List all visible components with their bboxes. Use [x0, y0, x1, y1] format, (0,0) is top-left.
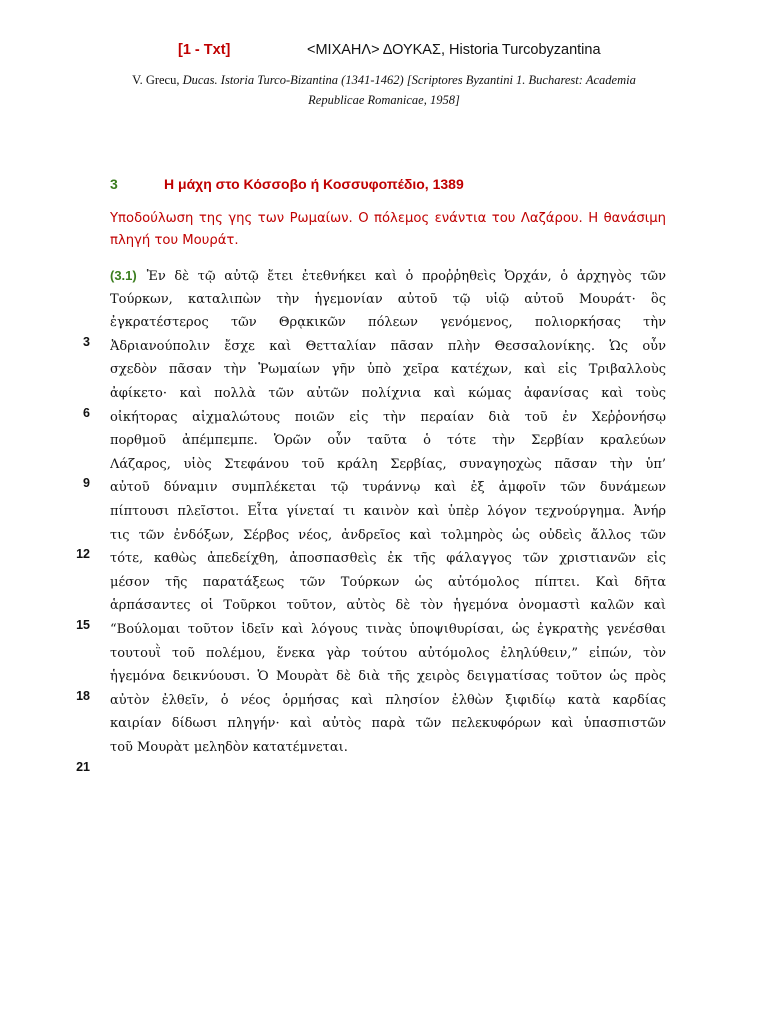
section-title: Η μάχη στο Κόσσοβο ή Κοσσυφοπέδιο, 1389 — [164, 176, 464, 192]
line-number: 3 — [83, 334, 90, 349]
text-line-content: τότε, καθὼς ἀπεδείχθη, ἀποσπασθεὶς ἐκ τῆς φάλαγγος τῶν χριστιανῶν εἰς — [110, 551, 666, 567]
section-subtitle: Υποδούλωση της γης των Ρωμαίων. Ο πόλεμος ενάντια του Λαζάρου. Η θανάσιμη πληγή του Μουράτ. — [110, 211, 666, 248]
section-heading — [110, 176, 670, 192]
text-line — [110, 264, 666, 288]
text-line — [110, 689, 666, 713]
text-line-content: πορθμοῦ ἀπέμπεμπε. Ὁρῶν οὖν ταῦτα ὁ τότε τὴν Σερβίαν κραλεύων — [110, 433, 666, 449]
citation-series: [Scriptores Byzantini 1. Bucharest: Academia Republicae Romanicae, 1958] — [308, 73, 636, 107]
text-line — [110, 642, 666, 666]
text-line — [110, 429, 666, 453]
greek-text-body — [110, 264, 666, 759]
text-line — [110, 712, 666, 736]
work-title: <ΜΙΧΑΗΛ> ΔΟΥΚΑΣ, Historia Turcobyzantina — [307, 42, 601, 58]
text-line — [110, 524, 666, 548]
text-line — [110, 288, 666, 312]
text-line — [110, 406, 666, 430]
text-line — [110, 311, 666, 335]
text-line-content: Λάζαρος, υἱὸς Στεφάνου τοῦ κράλη Σερβίας, συναγηοχὼς πᾶσαν τὴν ὑπ’ — [110, 456, 666, 472]
text-line-content: τοῦ Μουρὰτ μεληδὸν κατατέμνεται. — [110, 739, 348, 755]
line-number: 18 — [76, 688, 90, 703]
text-line-content: Ἀδριανούπολιν ἔσχε καὶ Θετταλίαν πᾶσαν πλὴν Θεσσαλονίκης. Ὡς οὖν — [110, 338, 666, 354]
text-line-content: καιρίαν δίδωσι πληγήν· καὶ αὐτὸς παρὰ τῶν πελεκυφόρων καὶ ὑπασπιστῶν — [110, 716, 666, 732]
line-number: 21 — [76, 759, 90, 774]
text-line-content: αὐτοῦ δύναμιν συμπλέκεται τῷ τυράννῳ καὶ ἐξ ἀμφοῖν τῶν δυνάμεων — [110, 480, 666, 496]
citation-work: Ducas. Istoria Turco-Bizantina (1341-1462) — [182, 73, 404, 87]
line-number: 9 — [83, 476, 90, 491]
text-line-content: ἐγκρατέστερος τῶν Θρᾳκικῶν πόλεων γενόμενος, πολιορκήσας τὴν — [110, 315, 666, 331]
text-line — [110, 500, 666, 524]
text-line-content: ἀφίκετο· καὶ πολλὰ τῶν αὐτῶν πολίχνια καὶ κώμας ἀφανίσας καὶ τοὺς — [110, 385, 666, 401]
text-line-content: σχεδὸν πᾶσαν τὴν Ῥωμαίων γῆν ὑπὸ χεῖρα κατέχων, καὶ εἰς Τριβαλλοὺς — [110, 362, 666, 378]
text-line — [110, 358, 666, 382]
section-number: 3 — [110, 176, 118, 192]
paragraph-reference: (3.1) — [110, 268, 137, 283]
line-number: 6 — [83, 405, 90, 420]
text-line — [110, 335, 666, 359]
text-line — [110, 547, 666, 571]
text-line-content: “Βούλομαι τοῦτον ἰδεῖν καὶ λόγους τινὰς ὑποψιθυρίσαι, ὡς ἐγκρατὴς γενέσθαι — [110, 621, 666, 637]
line-number: 12 — [76, 547, 90, 562]
text-tag: [1 - Txt] — [178, 42, 231, 58]
text-line-content: τις τῶν ἐνδόξων, Σέρβος νέος, ἀνδρεῖος καὶ τολμηρὸς ὡς οὐδεὶς ἄλλος τῶν — [110, 527, 666, 543]
citation-author: V. Grecu, — [132, 73, 180, 87]
text-line — [110, 476, 666, 500]
text-line-content: πίπτουσι πλεῖστοι. Εἶτα γίνεταί τι καινὸν καὶ ὑπὲρ λόγον τεχνούργημα. Ἀνήρ — [110, 503, 666, 519]
text-line-content: τουτουῒ τοῦ πολέμου, ἕνεκα γὰρ τούτου αὐτόμολος ἐληλύθειν,” εἰπών, τὸν — [110, 645, 666, 661]
text-line-content: ἁρπάσαντες οἱ Τοῦρκοι τοῦτον, αὐτὸς δὲ τὸν ἡγεμόνα ὀνομαστὶ καλῶν καὶ — [110, 598, 666, 614]
text-line — [110, 382, 666, 406]
text-line-content: Ἐν δὲ τῷ αὐτῷ ἔτει ἐτεθνήκει καὶ ὁ προῤῥηθεὶς Ὀρχάν, ὁ ἀρχηγὸς τῶν — [146, 269, 666, 284]
text-line — [110, 665, 666, 689]
text-line-content: οἰκήτορας αἰχμαλώτους ποιῶν εἰς τὴν περαίαν διὰ τοῦ ἐν Χεῤῥονήσῳ — [110, 409, 666, 425]
text-line-content: Τούρκων, καταλιπὼν τὴν ἡγεμονίαν αὐτοῦ τῷ υἱῷ αὐτοῦ Μουράτ· ὃς — [110, 291, 666, 307]
text-line — [110, 594, 666, 618]
text-line — [110, 453, 666, 477]
edition-citation — [110, 70, 658, 110]
line-number: 15 — [76, 618, 90, 632]
text-line — [110, 618, 666, 642]
text-line — [110, 571, 666, 595]
text-line-content: ἡγεμόνα δεικνύουσι. Ὁ Μουρὰτ δὲ διὰ τῆς χειρὸς δειγματίσας τοῦτον ὡς πρὸς — [110, 669, 666, 685]
text-line — [110, 736, 666, 760]
text-line-content: μέσον τῆς παρατάξεως τῶν Τούρκων ὡς αὐτόμολος πίπτει. Καὶ δῆτα — [110, 574, 666, 590]
text-line-content: αὐτὸν ἐλθεῖν, ὁ νέος ὁρμήσας καὶ πλησίον ἐλθὼν ξιφιδίῳ κατὰ καρδίας — [110, 692, 666, 708]
